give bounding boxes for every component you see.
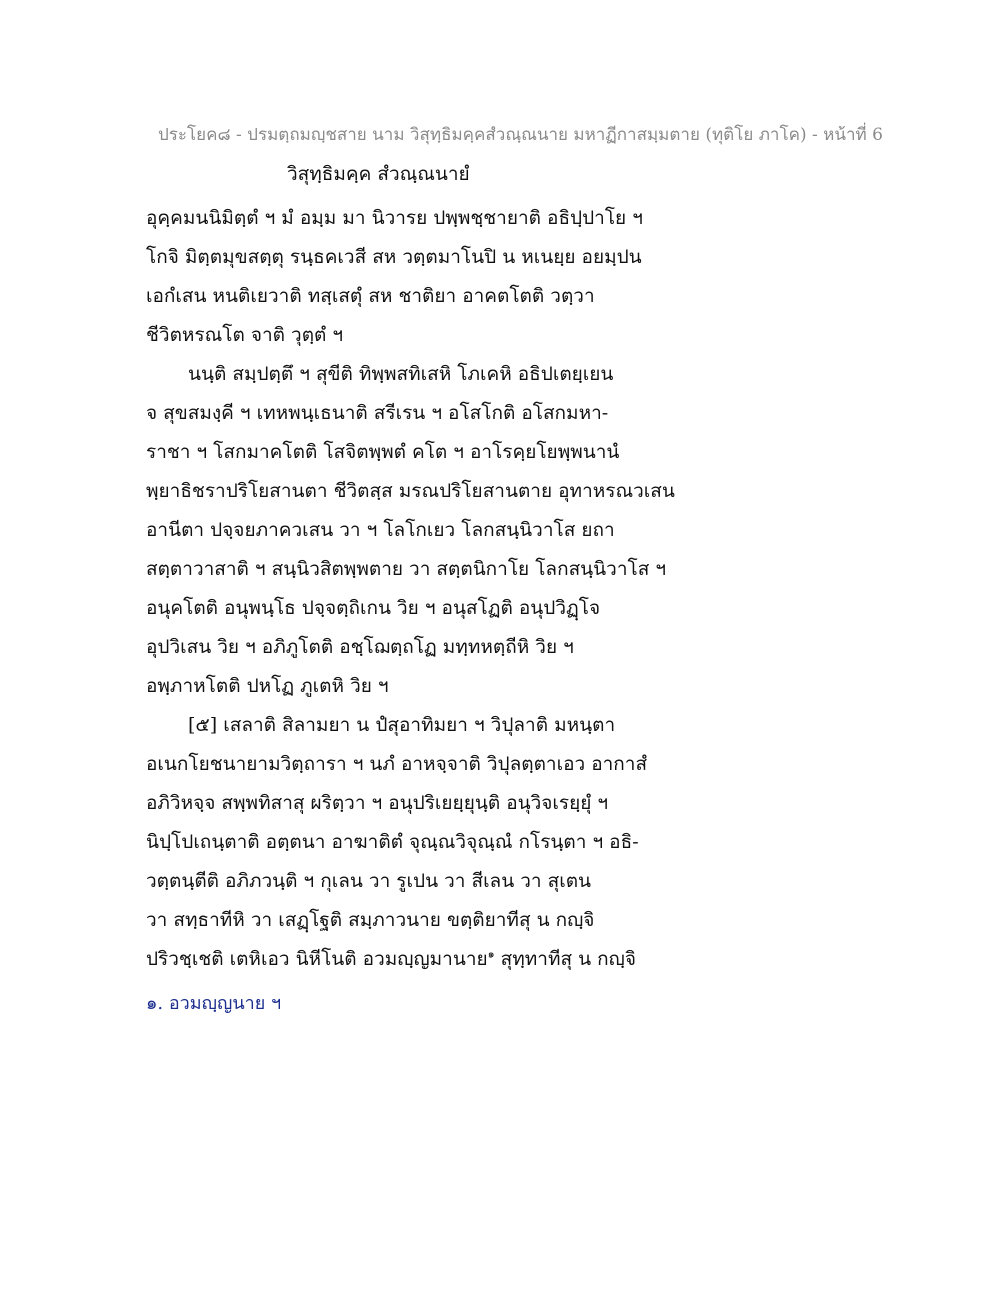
text-line: ราชา ฯ โสกมาคโตติ โสจิตพฺพตํ คโต ฯ อาโรคฺยโยพฺพนานํ <box>146 441 620 463</box>
text-line: จ สุขสมงฺคี ฯ เทหพนฺเธนาติ สรีเรน ฯ อโสโกติ อโสกมหา- <box>146 402 609 424</box>
text-line: อเนกโยชนายามวิตฺถารา ฯ นภํ อาหจฺจาติ วิปุลตฺตาเอว อากาสํ <box>146 753 648 775</box>
text-line: อุคฺคมนนิมิตฺตํ ฯ มํ อมฺม มา นิวารย ปพฺพชฺชายาติ อธิปฺปาโย ฯ <box>146 207 643 229</box>
text-line: เอกํเสน หนติเยวาติ ทสฺเสตุํ สห ชาติยา อาคตโตติ วตฺวา <box>146 285 595 307</box>
text-segment: สุทฺทาทีสุ น กญฺจิ <box>500 948 636 970</box>
text-line: อุปวิเสน วิย ฯ อภิภูโตติ อชฺโฌตฺถโฏ มทฺทหตฺถีหิ วิย ฯ <box>146 636 574 658</box>
text-segment: ปริวชฺเชติ เตหิเอว นิหีโนติ อวมญฺญมานาย <box>146 948 488 970</box>
text-line: สตฺตาวาสาติ ฯ สนฺนิวสิตพฺพตาย วา สตฺตนิกาโย โลกสนฺนิวาโส ฯ <box>146 558 667 580</box>
text-line: อานีตา ปจฺจยภาควเสน วา ฯ โลโกเยว โลกสนฺนิวาโส ยถา <box>146 519 615 541</box>
text-line: อพฺภาหโตติ ปหโฏ ภูเตหิ วิย ฯ <box>146 675 389 697</box>
text-line: [๕] เสลาติ สิลามยา น ปํสุอาทิมยา ฯ วิปุลาติ มหนฺตา <box>188 714 616 736</box>
body-text <box>146 199 706 979</box>
text-line: ชีวิตหรณโต จาติ วุตฺตํ ฯ <box>146 324 344 346</box>
text-line: พฺยาธิชราปริโยสานตา ชีวิตสฺส มรณปริโยสานตาย อุทาหรณวเสน <box>146 480 675 502</box>
text-line: วตฺตนฺตีติ อภิภวนฺติ ฯ กุเลน วา รูเปน วา สีเลน วา สุเตน <box>146 870 592 892</box>
text-line: อนุคโตติ อนุพนฺโธ ปจฺจตฺถิเกน วิย ฯ อนุสโฏติ อนุปวิฏฺโจ <box>146 597 601 619</box>
footnote-marker: ๑ <box>487 947 495 961</box>
text-line: อภิวิหจฺจ สพฺพทิสาสุ ผริตฺวา ฯ อนุปริเยยฺยุนฺติ อนุวิจเรยฺยุํ ฯ <box>146 792 609 814</box>
text-line: โกจิ มิตฺตมุขสตฺตุ รนฺธคเวสี สห วตฺตมาโนปิ น หเนยฺย อยมฺปน <box>146 246 642 268</box>
text-line <box>146 940 706 979</box>
section-title: วิสุทฺธิมคฺค สํวณฺณนายํ <box>287 163 470 185</box>
footnote: ๑. อวมญฺญนาย ฯ <box>146 993 282 1014</box>
page-header: ประโยค๘ - ปรมตฺถมญฺชสาย นาม วิสุทฺธิมคฺคสํวณฺณนาย มหาฏีกาสมฺมตาย (ทุติโย ภาโค) - หน้าที่ 6 <box>158 125 883 145</box>
text-line: นนฺติ สมฺปตฺตึ ฯ สุขีติ ทิพฺพสทิเสหิ โภเคหิ อธิปเตยฺเยน <box>188 363 614 385</box>
text-line: วา สทฺธาทีหิ วา เสฏฺโฐติ สมฺภาวนาย ขตฺติยาทีสุ น กญฺจิ <box>146 909 595 931</box>
text-line: นิปฺโปเถนฺตาติ อตฺตนา อาฆาติตํ จุณฺณวิจุณฺณํ กโรนฺตา ฯ อธิ- <box>146 831 639 853</box>
